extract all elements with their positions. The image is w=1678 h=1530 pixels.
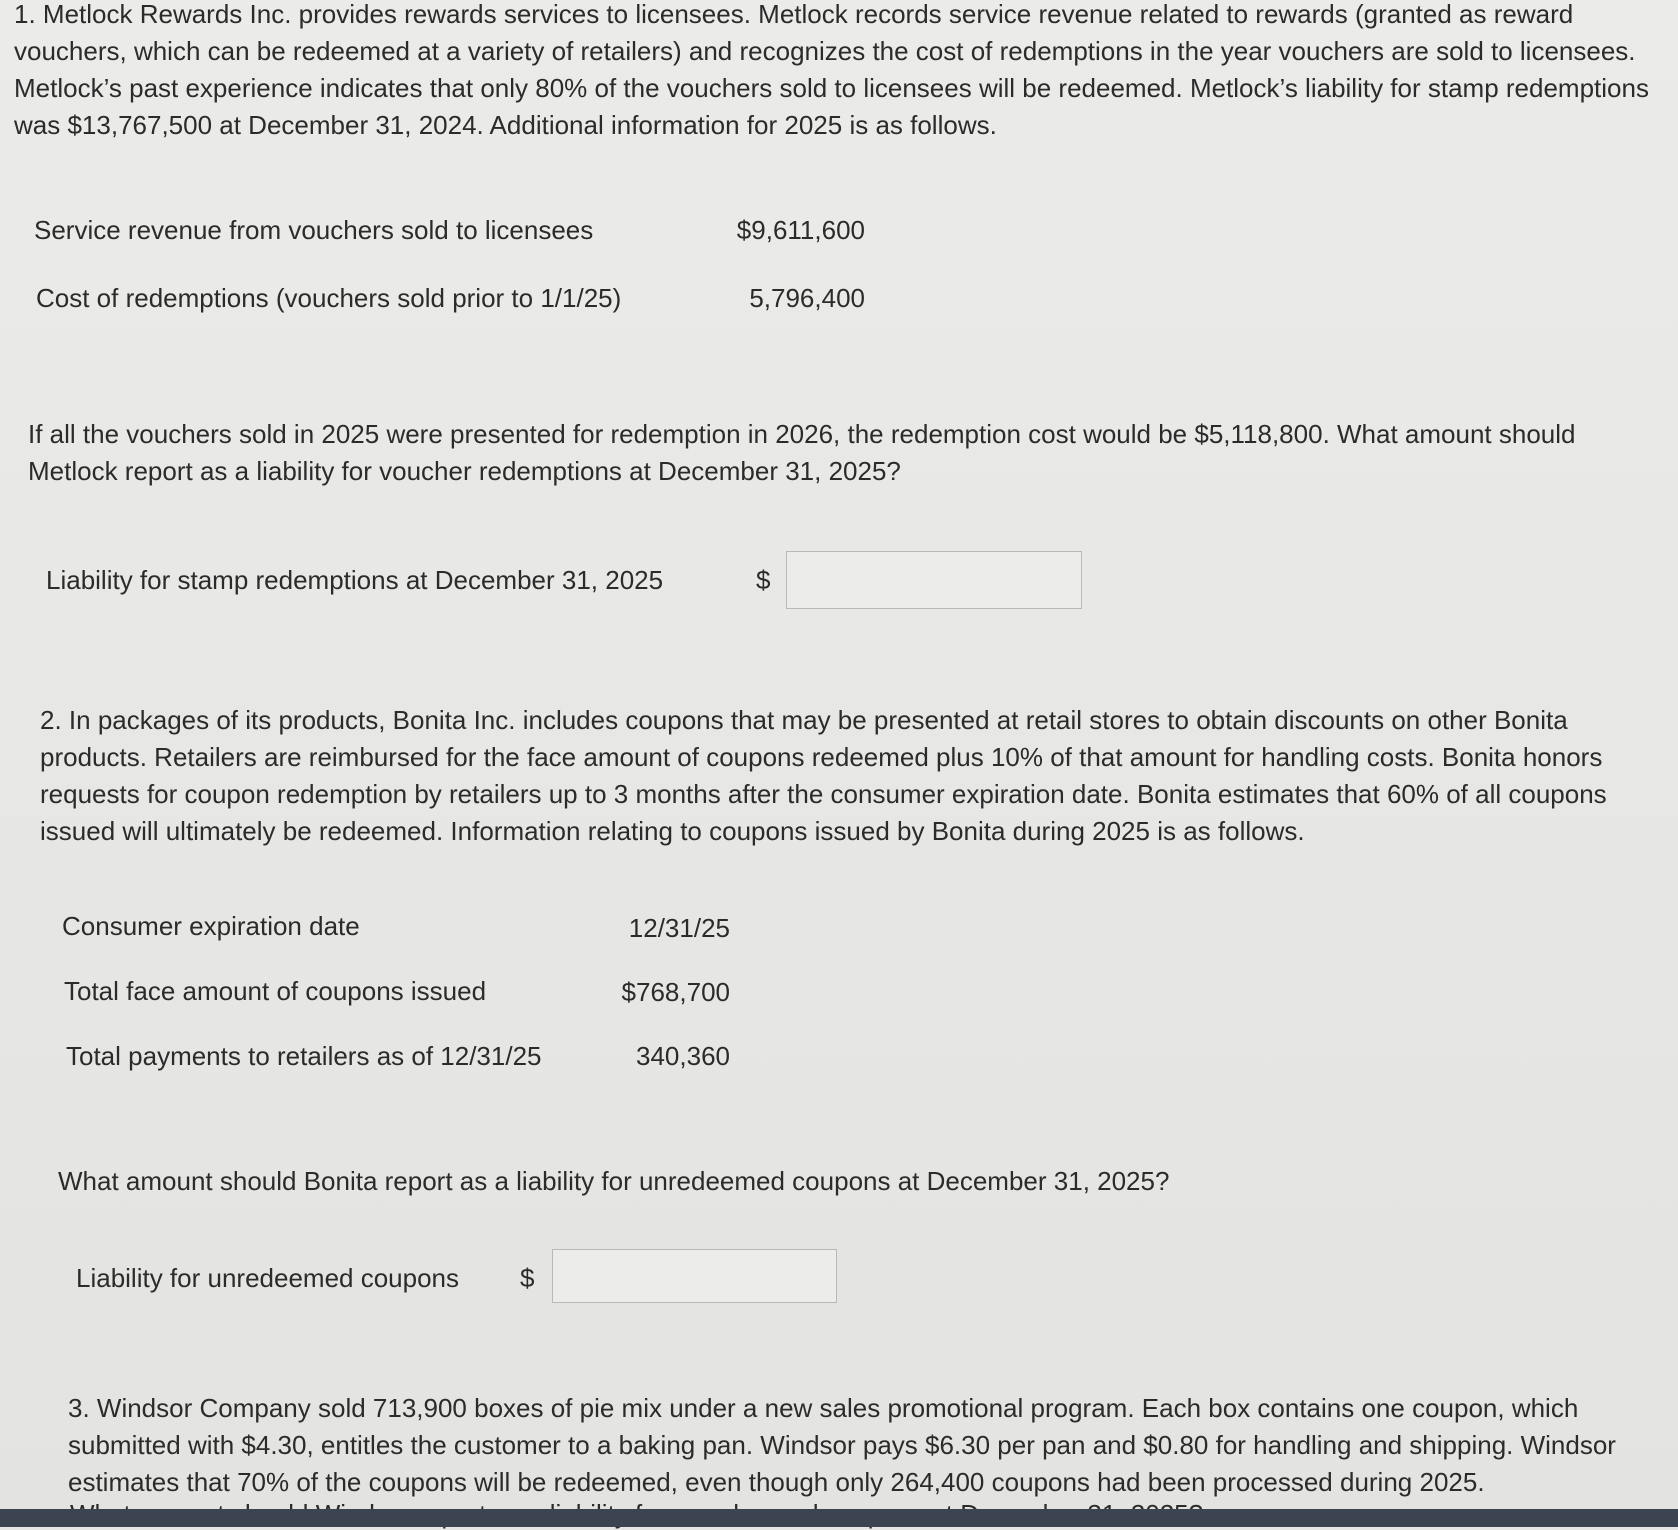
q2-row-value-total-payments: 340,360 <box>636 1041 730 1071</box>
q1-row-label-cost-of-redemptions: Cost of redemptions (vouchers sold prior to 1/1/25) <box>36 283 622 313</box>
q2-row-value-face-amount: $768,700 <box>621 977 730 1007</box>
q3-paragraph: 3. Windsor Company sold 713,900 boxes of pie mix under a new sales promotional program. Each box contains one coupon, which submitted with $4.30, entitles the customer to a baking pan. Windsor pays $6.30 per pan and $0.80 for handling and shipping. Windsor estimates that 70% of the coupons will be redeemed, even though only 264,400 coupons had been processed during 2025. <box>68 1393 1616 1497</box>
q2-row-value-expiration-date: 12/31/25 <box>628 913 730 943</box>
q2-row-label-face-amount: Total face amount of coupons issued <box>64 976 487 1006</box>
bottom-edge-bar <box>0 1509 1678 1527</box>
q1-currency-symbol: $ <box>756 565 771 595</box>
q1-row-value-service-revenue: $9,611,600 <box>736 215 865 245</box>
q1-row-value-cost-of-redemptions: 5,796,400 <box>749 283 865 313</box>
q2-question: What amount should Bonita report as a liability for unredeemed coupons at December 31, 2025? <box>58 1166 1170 1196</box>
q2-answer-label: Liability for unredeemed coupons <box>76 1263 460 1293</box>
q1-liability-input[interactable] <box>786 551 1082 609</box>
q2-row-label-expiration-date: Consumer expiration date <box>62 911 360 941</box>
q2-currency-symbol: $ <box>520 1263 535 1293</box>
q2-liability-input[interactable] <box>552 1249 837 1303</box>
q2-paragraph: 2. In packages of its products, Bonita Inc. includes coupons that may be presented at retail stores to obtain discounts on other Bonita products. Retailers are reimbursed for the face amount of coupons redeemed plus 10% of that amount for handling costs. Bonita honors requests for coupon redemption by retailers up to 3 months after the consumer expiration date. Bonita estimates that 60% of all coupons issued will ultimately be redeemed. Information relating to coupons issued by Bonita during 2025 is as follows. <box>40 705 1607 846</box>
q1-answer-label: Liability for stamp redemptions at December 31, 2025 <box>46 565 664 595</box>
q2-row-label-total-payments: Total payments to retailers as of 12/31/25 <box>66 1041 542 1071</box>
q1-paragraph: 1. Metlock Rewards Inc. provides rewards services to licensees. Metlock records service revenue related to rewards (granted as reward vouchers, which can be redeemed at a variety of retailers) and recognizes the cost of redemptions in the year vouchers are sold to licensees. Metlock’s past experience indicates that only 80% of the vouchers sold to licensees will be redeemed. Metlock’s liability for stamp redemptions was $13,767,500 at December 31, 2024. Additional information for 2025 is as follows. <box>14 0 1649 140</box>
q1-question: If all the vouchers sold in 2025 were presented for redemption in 2026, the redemption cost would be $5,118,800. What amount should Metlock report as a liability for voucher redemptions at December 31, 2025? <box>28 419 1576 486</box>
q1-row-label-service-revenue: Service revenue from vouchers sold to licensees <box>34 215 594 245</box>
